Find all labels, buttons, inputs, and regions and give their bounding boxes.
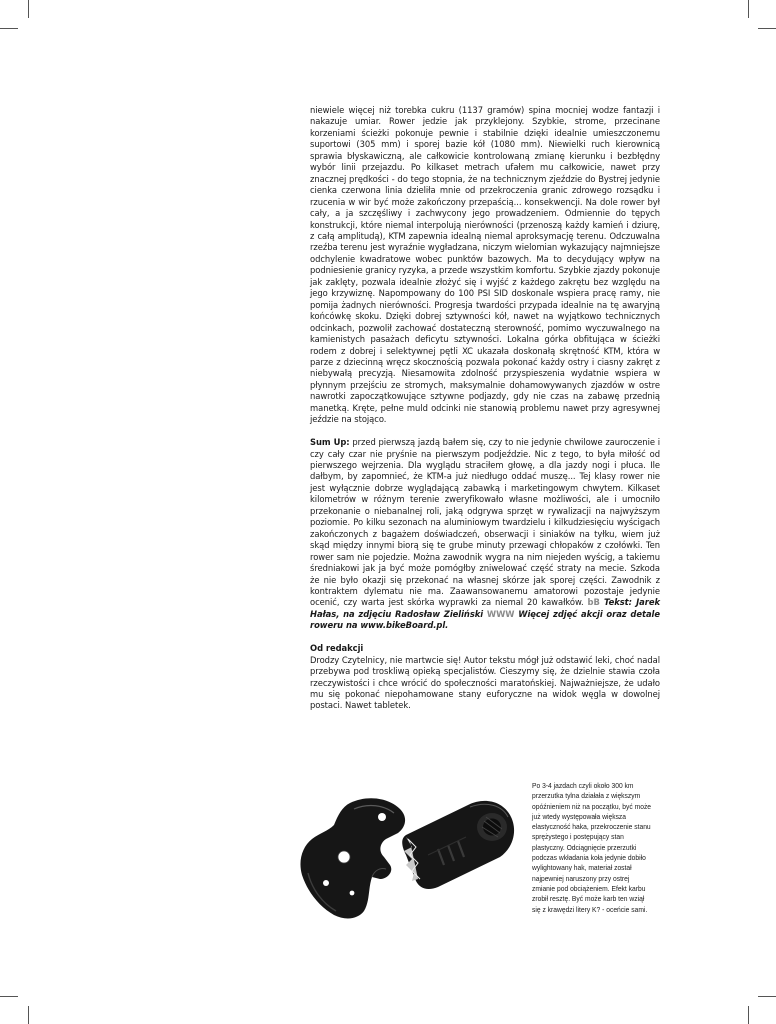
crop-mark-bottom-right: [748, 1006, 749, 1024]
editorial-paragraph: [310, 643, 660, 712]
www-mark-icon: WWW: [486, 608, 515, 619]
crop-mark-bottom-left: [28, 1006, 29, 1024]
editorial-title: Od redakcji: [310, 643, 364, 654]
crop-mark-bottom-left-h: [0, 996, 18, 997]
article-column: [310, 105, 660, 712]
left-hanger-part: [300, 798, 405, 918]
crop-mark-top-right-h: [758, 28, 776, 29]
sumup-label: Sum Up:: [310, 437, 350, 448]
crop-mark-top-left-h: [0, 28, 18, 29]
body-paragraph: niewiele więcej niż torebka cukru (1137 gramów) spina mocniej wodze fantazji i nakazuje umiar. Rower jedzie jak przyklejony. Szybkie, strome, przecinane korzeniami ścieżki pokonuje pewnie i stabilnie dzięki idealnie umieszczonemu suportowi (305 mm) i sporej bazie kół (1080 mm). Niewielki ruch kierownicą sprawia błyskawiczną, ale całkowicie kontrolowaną zmianę kierunku i bezbłędny wybór linii przejazdu. Po kilkaset metrach ufałem mu całkowicie, nawet przy znacznej prędkości - do tego stopnia, że na technicznym zjeździe do Bystrej jedynie cienka czerwona linia dzieliła mnie od przekroczenia granic zdrowego rozsądku i rzucenia w wir być może zakończony przepaścią... konsekwencji. Na dole rower był cały, a ja szczęśliwy i zachwycony jego prowadzeniem. Odmiennie do tępych konstrukcji, które niemal interpolują nierówności (przenoszą każdy kamień i dziurę, z całą amplitudą), KTM zapewnia idealną niemal aproksymację terenu. Odczuwalna rzeźba terenu jest wyraźnie wygładzana, niczym wielomian wykazujący najmniejsze odchylenie kwadratowe wobec punktów bazowych. Ma to decydujący wpływ na podniesienie granicy ryzyka, a przede wszystkim komfortu. Szybkie zjazdy pokonuje jak zaklęty, pozwala idealnie złożyć się i wyjść z każdego zakrętu bez względu na jego krzywiznę. Napompowany do 100 PSI SID doskonale wspiera pracę ramy, nie pomija żadnych nierówności. Progresja twardości przypada idealnie na tę awaryjną końcówkę skoku. Dzięki dobrej sztywności kół, nawet na wyjątkowo technicznych odcinkach, pozwolił zachować dostateczną sterowność, pomimo wyczuwalnego na kamienistych pasażach deficytu sztywności. Lokalna górka obfitująca w ścieżki rodem z dobrej i selektywnej pętli XC ukazała doskonałą skrętność KTM, która w parze z dziecinną wręcz skocznością pozwala pokonać każdy ostry i ciasny zakręt z niebywałą precyzją. Niesamowita zdolność przyspieszenia wydatnie wspiera w płynnym przejściu ze stromych, maksymalnie dohamowywanych zjazdów w ostre nawrotki zapoczątkowujące sztywne podjazdy, gdy nie czas na zabawę przednią manetką. Kręte, pełne muld odcinki nie stanowią problemu nawet przy agresywnej jeździe na stojąco.: [310, 105, 660, 425]
sumup-text: przed pierwszą jazdą bałem się, czy to nie jedynie chwilowe zauroczenie i czy cały czar nie pryśnie na pierwszym podjeździe. Nic z tego, to była miłość od pierwszego wejrzenia. Dla wyglądu straciłem głowę, a dla jazdy nogi i płuca. Ile dałbym, by zapomnieć, że KTM-a już niedługo oddać muszę... Tej klasy rower nie jest wyłącznie dobrze wyglądającą zabawką i marketingowym chwytem. Kilkaset kilometrów w różnym terenie zweryfikowało własne możliwości, ale i umocniło przekonanie o niebanalnej roli, jaką odgrywa sprzęt w rywalizacji na najwyższym poziomie. Po kilku sezonach na aluminiowym twardzielu i kilkudziesięciu wyścigach zakończonych z bagażem doświadczeń, obserwacji i siniaków na tyłku, wiem już skąd między innymi biorą się te grube minuty przewagi chłopaków z czołówki. Ten rower sam nie pojedzie. Można zawodnik wygra na nim niejeden wyścig, a takiemu średniakowi jak ja być może pomógłby zniwelować część straty na mecie. Szkoda że nie było okazji się przekonać na własnej skórze jak sporej części. Zawodnik z kontraktem dylematu nie ma. Zaawansowanemu amatorowi pozostaje jedynie ocenić, czy warta jest skórka wyprawki za niemal 20 kawałków.: [310, 437, 660, 608]
crop-mark-top-left: [28, 0, 29, 18]
derailleur-hanger-photo: [288, 775, 528, 925]
crop-mark-bottom-right-h: [758, 996, 776, 997]
bikeboard-mark-icon: bB: [587, 597, 600, 608]
sumup-paragraph: [310, 437, 660, 632]
crop-mark-top-right: [748, 0, 749, 18]
author-credit: Tekst: Jarek Hałas, na zdjęciu Radosław Zieliński: [310, 597, 660, 619]
editorial-text: Drodzy Czytelnicy, nie martwcie się! Autor tekstu mógł już odstawić leki, choć nadal przebywa pod troskliwą opieką specjalistów. Cieszymy się, że dzielnie stawia czoła rzeczywistości i chce wrócić do społeczności maratońskiej. Najważniejsze, że udało mu się pokonać niepohamowane stany euforyczne na widok węgla w dowolnej postaci. Nawet tabletek.: [310, 654, 660, 711]
right-hanger-part: [402, 801, 514, 889]
more-photos-note: Więcej zdjęć akcji oraz detale roweru na www.bikeBoard.pl.: [310, 608, 660, 631]
photo-caption: Po 3-4 jazdach czyli około 300 km przerzutka tylna działała z większym opóźnieniem niż na początku, być może już wtedy występowała większa elastyczność haka, przekroczenie stanu sprężystego i postępujący stan plastyczny. Odciągnięcie przerzutki podczas wkładania koła jedynie dobiło wylightowany hak, materiał został najpewniej naruszony przy ostrej zmianie pod obciążeniem. Efekt karbu zrobił resztę. Być może karb ten wziął się z krawędzi litery K? - oceńcie sami.: [532, 781, 652, 914]
